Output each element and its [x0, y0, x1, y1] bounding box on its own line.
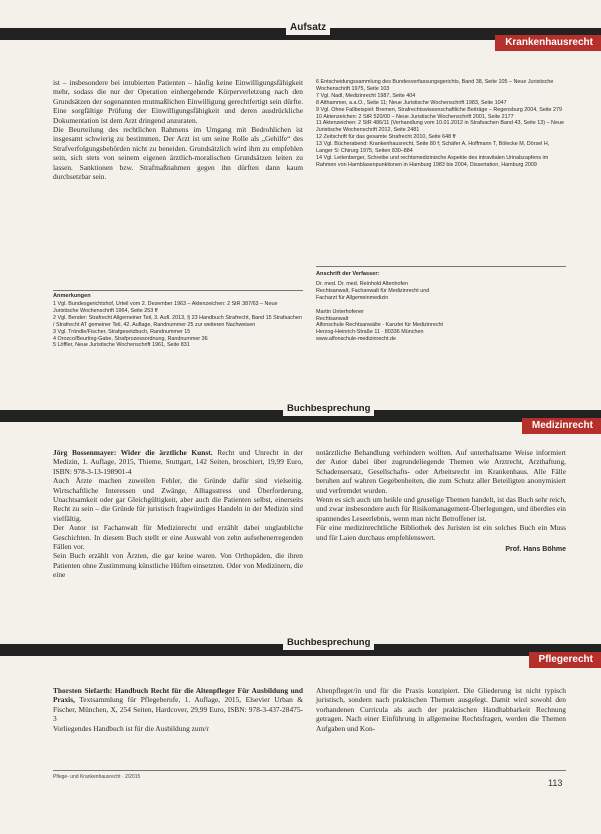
- address-line: Dr. med. Dr. med. Reinhold Altenhofen: [316, 281, 408, 287]
- notes-title: Anmerkungen: [53, 293, 91, 299]
- section-title-wrap: [286, 17, 330, 35]
- address-title: Anschrift der Verfasser:: [316, 271, 380, 277]
- review1-paragraph: Sein Buch erzählt von Ärzten, die gar keine waren. Von Orthopäden, die ihren Patienten ohne Zustimmung künstliche Hüften einsetzten. Oder von Medizinern, die eine: [53, 551, 303, 580]
- address-line: Rechtsanwalt, Fachanwalt für Medizinrecht und: [316, 287, 430, 294]
- footnote: 1 Vgl. Bundesgerichtshof, Urteil vom 2. Dezember 1963 – Aktenzeichen: 2 StR 387/63 – Neue Juristische Wochenschrift 1964, Seite 253 ff: [53, 301, 278, 314]
- review1-tag: Medizinrecht: [522, 418, 601, 434]
- address-line: Rechtsanwalt: [316, 315, 349, 322]
- footnote: 7 Vgl. Nadl, Medizinrecht 1987, Seite 404: [316, 92, 416, 99]
- review2-tag: Pflegerecht: [529, 652, 601, 668]
- footnote: 11 Aktenzeichen: 2 StR 486/11 (Verhandlung vom 10.01.2012 in Strafsachen Band 43, Seite 13) – Neue Juristische Wochenschrift 2012, Seite 2481: [316, 120, 564, 134]
- notes-list-left: [53, 301, 303, 349]
- address-line: Alfonschule Rechtsanwälte · Kanzlei für Medizinrecht: [316, 322, 444, 329]
- review1-paragraph: Auch Ärzte machen zuweilen Fehler, die Gründe dafür sind vielseitig. Wirtschaftliche Interessen und Zwänge, Alltagsstress und Überforderung, Unachtsamkeit oder gar Gleichgültigkeit, aber auch die Patienten selbst, einerseits Recht zu sein – die Gründe für juristisch fragwürdiges Handeln in der Medizin sind vielfältig.: [53, 476, 303, 523]
- address-line: Facharzt für Allgemeinmedizin: [316, 294, 389, 301]
- review1-author: Prof. Hans Böhme: [505, 546, 566, 554]
- address-line: Herzog-Heinrich-Straße 11 · 80336 München: [316, 329, 424, 336]
- notes-list-right: [316, 79, 566, 169]
- address-line: www.alfonschule-medizinrecht.de: [316, 336, 396, 343]
- category-tag: Krankenhausrecht: [495, 35, 601, 51]
- review1-book-meta: Recht und Unrecht in der Medizin, 1. Auflage, 2015, Thieme, Stuttgart, 142 Seiten, broschiert, 19,99 Euro, ISBN: 978-3-13-198901-4: [53, 448, 303, 476]
- article-paragraph: ist – insbesondere bei intubierten Patienten – häufig keine Einwilligungsfähigkeit mehr, sodass die nur der Operation einhergehende Körperverletzung nach den Grundsätzen der sogenannten mutmaßlichen Einwilligung gerechtfertigt sein dürfte. Eine sorgfältige Prüfung der Einwilligungsfähigkeit und deren ausdrückliche Dokumentation ist dem Arzt dringend anzuraten.: [53, 78, 303, 125]
- footnote: 3 Vgl. Tröndle/Fischer, Strafgesetzbuch, Randnummer 15: [53, 328, 191, 335]
- article-paragraph: Die Beurteilung des rechtlichen Rahmens im Umgang mit Bedrohlichen ist insgesamt schwierig zu bestimmen. Der Arzt ist um seine Rolle als „Gehilfe“ des Strafverfolgungsbehörden nicht zu beneiden. Grundsätzlich wird ihm zu empfehlen sein, sich stets von seinem eigenen ärztlich-moralischen Grundsätzen leiten zu lassen. Sanktionen bzw. Strafmaßnahmen gegen ihn dürften dann kaum durchsetzbar sein.: [53, 125, 303, 182]
- footnote: 9 Vgl. Ohne Fallbeispiel: Bremen, Strafrechtswissenschaftliche Beiträge – Regensburg 2004, Seite 279: [316, 106, 563, 113]
- page-number: 113: [548, 778, 563, 788]
- footnote: 12 Zeitschrift für das gesamte Strafrecht 2010, Seite 648 ff: [316, 134, 456, 141]
- footnote: 14 Vgl. Leitenberger, Schreibe und rechtsmedizinische Aspekte des intravitalen Urinabzapfens im Rahmen von Harnblasenpunktionen in Hamburg 1983 bis 2004, Dissertation, Hamburg 2009: [316, 154, 549, 168]
- address-line: Martin Unterhofener: [316, 308, 364, 315]
- review2-col1: [53, 686, 303, 733]
- review2-book-meta: Textsammlung für Pflegeberufe, 1. Auflage, 2015, Elsevier Urban & Fischer, München, X, 254 Seiten, Hardcover, 29,99 Euro, ISBN: 978-3-437-28475-3: [53, 695, 303, 724]
- review2-paragraph: Altenpfleger/in und für die Praxis konzipiert. Die Gliederung ist nicht typisch juristisch, sondern nach praktischen Themen ausgelegt. Damit wird sowohl den vorhandenen Curricula als auch der praktischen Handhabbarkeit Rechnung getragen. Nach einer Einführung in allgemeine Rechtsfragen, werden die Themen Aufgaben und Kon-: [316, 686, 566, 733]
- review1-book-title: Jörg Bossenmayer: Wider die ärztliche Kunst.: [53, 448, 213, 457]
- footnote: 13 Vgl. Bücherabend: Krankenhausrecht, Seite 80 f; Schäfer A, Hoffmann T, Bölecke M, Dörsel H, Langer S: Chirurg 1975, Seiten 830–884: [316, 141, 550, 155]
- review1-section-title: Buchbesprechung: [287, 403, 371, 414]
- review1-paragraph: Wenn es sich auch um heikle und gruselige Themen handelt, ist das Buch sehr reich, und zwar insbesondere auch für Risikomanagement-Überlegungen, und überdies ein spannendes Leseerlebnis, wenn man nicht Betroffener ist.: [316, 495, 566, 523]
- footnote: 2 Vgl. Bender: Strafrecht Allgemeiner Teil, 3. Aufl. 2013, § 23 Handbuch Strafrecht, Band 15 Strafsachen / Strafrecht AT gemeiner Teil, 42. Auflage, Randnummer 25 zur weiteren Nachweisen: [53, 314, 302, 328]
- review1-title-wrap: [283, 398, 374, 416]
- divider: [316, 266, 566, 267]
- footnote: 8 Althammer, a.a.O., Seite 11; Neue Juristische Wochenschrift 1983, Seite 1047: [316, 99, 507, 106]
- review2-paragraph: Vorliegendes Handbuch ist für die Ausbildung zum/r: [53, 723, 209, 733]
- footnote: 10 Aktenzeichen: 2 StR 520/00 – Neue Juristische Wochenschrift 2001, Seite 2177: [316, 113, 514, 120]
- footer-divider: [53, 770, 566, 771]
- footer-journal: Pflege- und Krankenhausrecht · 2/2015: [53, 774, 141, 780]
- review1-paragraph: Der Autor ist Fachanwalt für Medizinrecht und erzählt dabei unglaubliche Geschichten. In diesem Buch stellt er eine Auswahl von zehn aufsehenerregenden Fällen vor.: [53, 523, 303, 552]
- review2-section-title: Buchbesprechung: [287, 637, 371, 648]
- review2-col2: [316, 686, 566, 733]
- review2-title-wrap: [283, 632, 374, 650]
- review1-paragraph: notärztliche Behandlung verhindern wollten. Auf unterhaltsame Weise informiert der Autor dabei über zugrundeliegende Themen wie Arztrecht, Arzthaftung, Schadensersatz, Gesellschafts- oder Arbeitsrecht im Krankenhaus. Alle Fälle beruhen auf wahren Gegebenheiten, die zum Schutz aller Beteiligten anonymisiert und verfremdet wurden.: [316, 448, 566, 495]
- divider: [53, 290, 303, 291]
- footnote: 4 Orozco/Beurting-Gabe, Strafprozessordnung, Randnummer 36: [53, 335, 208, 342]
- review2-book-title: Thorsten Siefarth: Handbuch Recht für die Altenpfleger Für Ausbildung und Praxis,: [53, 686, 303, 705]
- article-col1: [53, 78, 303, 181]
- author-address: [316, 281, 566, 343]
- address-line: [316, 302, 566, 309]
- review1-col2: [316, 448, 566, 554]
- review1-paragraph: Für eine medizinrechtliche Bibliothek des Juristen ist ein solches Buch ein Muss und für Laien durchaus empfehlenswert.: [316, 523, 566, 542]
- section-title: Aufsatz: [290, 22, 327, 33]
- footnote: 5 Löffler, Neue Juristische Wochenschrift 1961, Seite 831: [53, 342, 190, 349]
- review1-col1: [53, 448, 303, 580]
- footnote: 6 Entscheidungssammlung des Bundesverfassungsgerichts, Band 38, Seite 105 – Neue Juristische Wochenschrift 1975, Seite 103: [316, 79, 554, 92]
